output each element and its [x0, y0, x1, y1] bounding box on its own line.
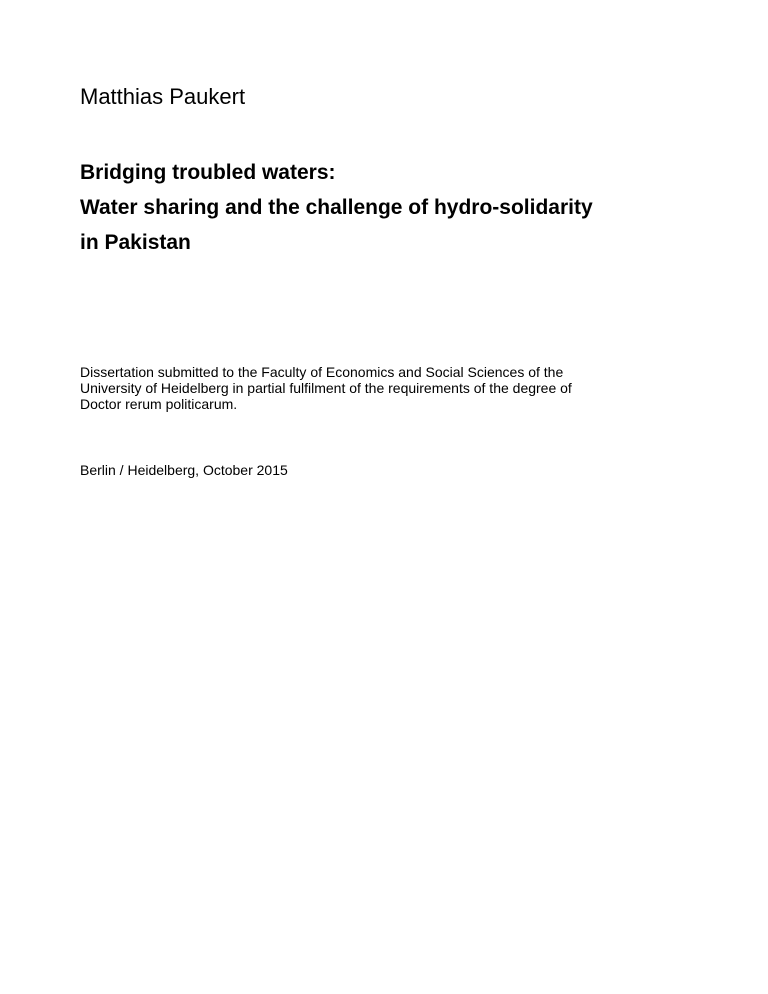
- statement-line: University of Heidelberg in partial fulfilment of the requirements of the degree of: [80, 380, 572, 396]
- title-line: Bridging troubled waters:: [80, 161, 336, 184]
- submission-statement: [80, 364, 700, 412]
- author-name: Matthias Paukert: [80, 84, 246, 109]
- title-line: in Pakistan: [80, 231, 191, 254]
- title-line: Water sharing and the challenge of hydro-solidarity: [80, 196, 593, 219]
- statement-line: Dissertation submitted to the Faculty of Economics and Social Sciences of the: [80, 364, 564, 380]
- dissertation-title: [80, 155, 593, 260]
- statement-line: Doctor rerum politicarum.: [80, 396, 238, 412]
- place-and-date: Berlin / Heidelberg, October 2015: [80, 462, 288, 478]
